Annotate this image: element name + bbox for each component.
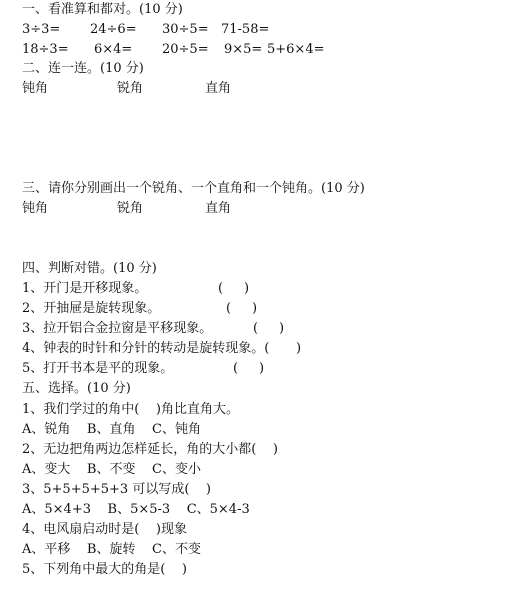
judge-bracket-4-close: )	[296, 341, 302, 356]
choice-question-3: 3、5+5+5+5+3 可以写成( )	[22, 482, 212, 497]
problem-1-1: 3÷3=	[22, 22, 61, 37]
problem-2-4: 9×5=	[224, 42, 263, 57]
judge-bracket-1-close: )	[244, 281, 250, 296]
judge-item-3: 3、拉开铝合金拉窗是平移现象。	[22, 321, 213, 336]
section-1-title: 一、看准算和都对。(10 分)	[22, 2, 183, 17]
problem-1-3: 30÷5=	[162, 22, 209, 37]
section-2-title: 二、连一连。(10 分)	[22, 61, 144, 76]
s2-label-acute: 锐角	[117, 81, 144, 96]
s2-label-obtuse: 钝角	[22, 81, 49, 96]
choice-question-2: 2、无边把角两边怎样延长，角的大小都( )	[22, 442, 278, 457]
s3-label-obtuse: 钝角	[22, 201, 49, 216]
s3-label-right: 直角	[205, 201, 232, 216]
choice-question-5: 5、下列角中最大的角是( )	[22, 562, 187, 577]
problem-1-4: 71-58=	[221, 22, 270, 37]
judge-item-2: 2、开抽屉是旋转现象。	[22, 301, 161, 316]
judge-bracket-2-open: (	[226, 301, 232, 316]
choice-question-1: 1、我们学过的角中( )角比直角大。	[22, 402, 239, 417]
problem-2-2: 6×4=	[94, 42, 133, 57]
judge-bracket-2-close: )	[252, 301, 258, 316]
judge-bracket-3-open: (	[253, 321, 259, 336]
choice-options-2: A、变大 B、不变 C、变小	[22, 462, 201, 477]
judge-bracket-5-close: )	[259, 361, 265, 376]
choice-question-4: 4、电风扇启动时是( )现象	[22, 522, 187, 537]
choice-options-3: A、5×4+3 B、5×5-3 C、5×4-3	[22, 502, 250, 517]
section-5-title: 五、选择。(10 分)	[22, 381, 131, 396]
judge-item-1: 1、开门是开移现象。	[22, 281, 148, 296]
choice-options-1: A、锐角 B、直角 C、钝角	[22, 422, 201, 437]
judge-item-4: 4、钟表的时针和分针的转动是旋转现象。(	[22, 341, 270, 356]
problem-2-5: 5+6×4=	[267, 42, 325, 57]
choice-options-4: A、平移 B、旋转 C、不变	[22, 542, 201, 557]
problem-1-2: 24÷6=	[90, 22, 137, 37]
problem-2-1: 18÷3=	[22, 42, 69, 57]
judge-bracket-1-open: (	[218, 281, 224, 296]
judge-item-5: 5、打开书本是平的现象。	[22, 361, 174, 376]
judge-bracket-3-close: )	[279, 321, 285, 336]
problem-2-3: 20÷5=	[162, 42, 209, 57]
s3-label-acute: 锐角	[117, 201, 144, 216]
section-3-title: 三、请你分别画出一个锐角、一个直角和一个钝角。(10 分)	[22, 181, 365, 196]
judge-bracket-5-open: (	[233, 361, 239, 376]
s2-label-right: 直角	[205, 81, 232, 96]
section-4-title: 四、判断对错。(10 分)	[22, 261, 157, 276]
